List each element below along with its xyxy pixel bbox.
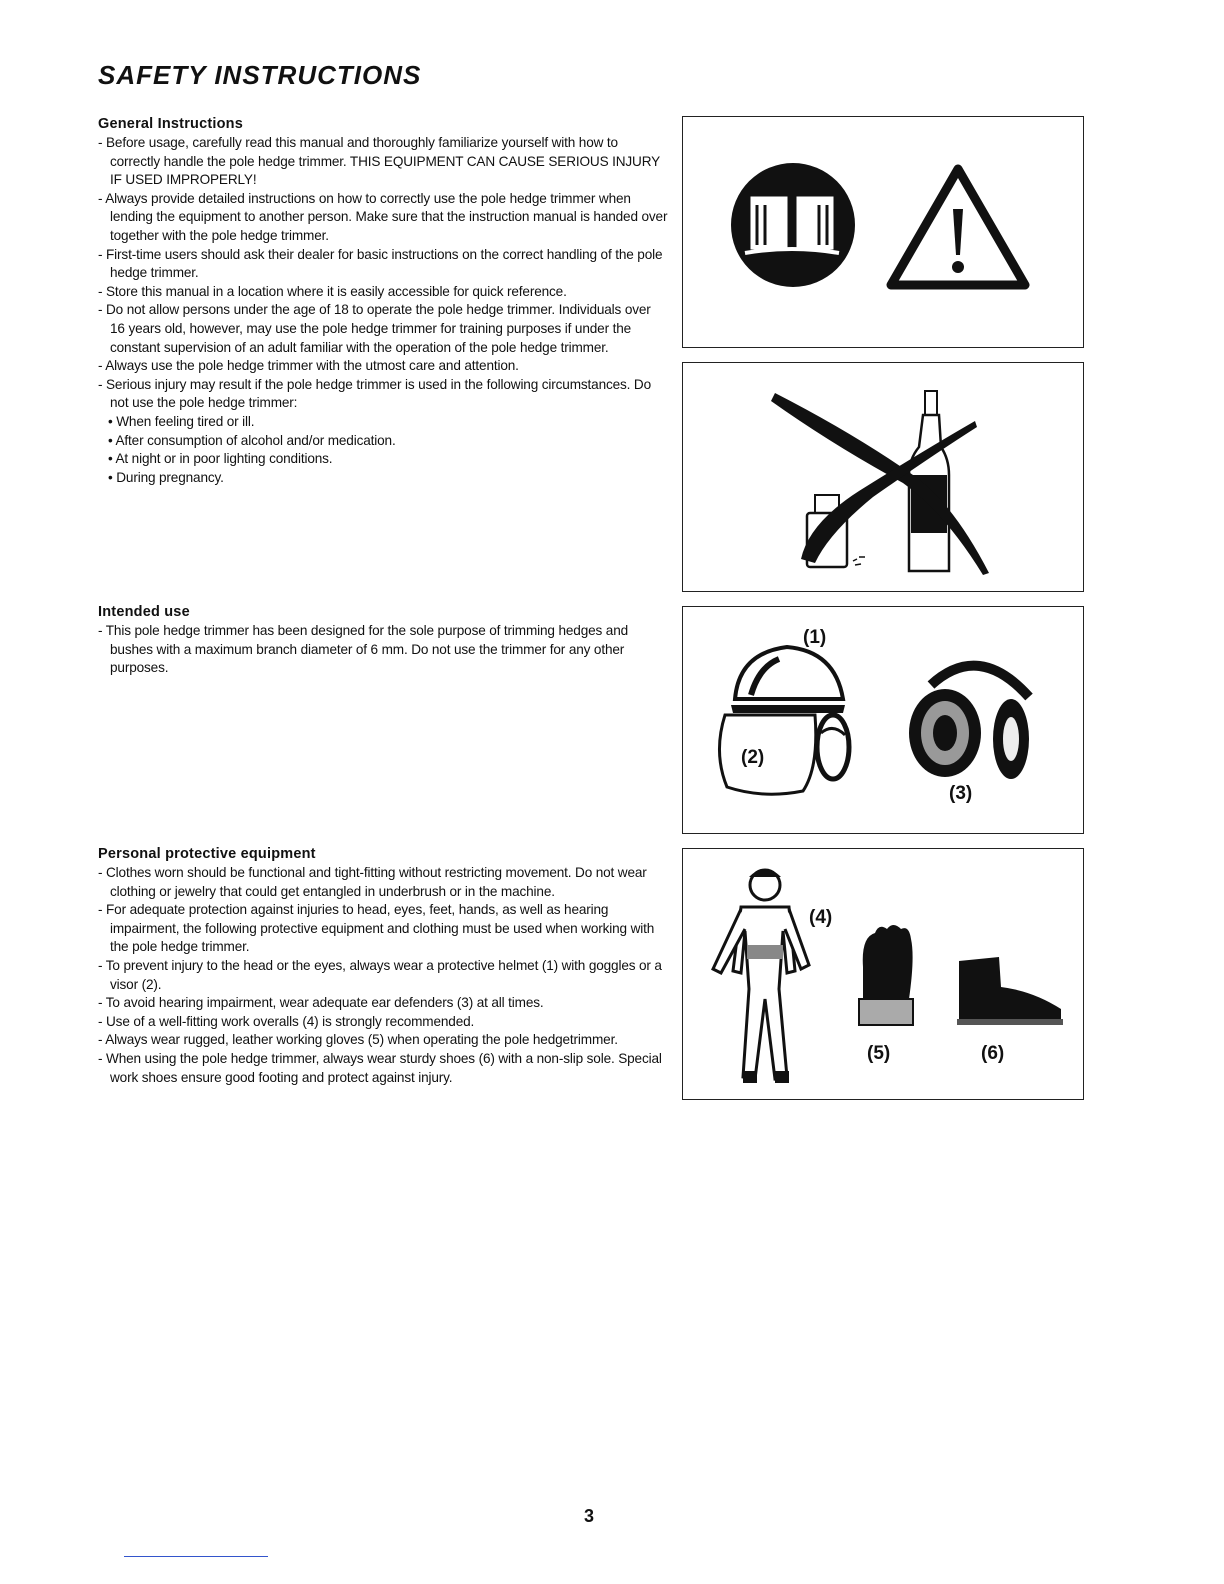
list-item: - Before usage, carefully read this manual and thoroughly familiarize yourself with how to correctly handle the pole hedge trimmer. THIS EQUIPMENT CAN CAUSE SERIOUS INJURY IF USED IMPROPERLY! — [98, 134, 668, 190]
work-overalls-icon — [713, 869, 809, 1083]
protective-clothing-figure — [682, 848, 1084, 1100]
helmet-illustration — [683, 607, 1083, 833]
list-item: - Serious injury may result if the pole hedge trimmer is used in the following circumstances. Do not use the pole hedge trimmer: — [98, 376, 668, 413]
work-shoes-icon — [957, 957, 1063, 1025]
page-number: 3 — [584, 1506, 595, 1526]
footer-rule — [124, 1556, 268, 1557]
list-item: - To prevent injury to the head or the eyes, always wear a protective helmet (1) with goggles or a visor (2). — [98, 957, 668, 994]
protective-equipment-section — [98, 846, 668, 1087]
general-instructions-section — [98, 116, 668, 487]
overalls-label: (4) — [809, 907, 833, 928]
ear-defenders-label: (3) — [949, 783, 973, 804]
page-title: SAFETY INSTRUCTIONS — [98, 60, 422, 90]
gloves-label: (5) — [867, 1043, 891, 1064]
no-alcohol-figure — [682, 362, 1084, 592]
sub-list-item: • After consumption of alcohol and/or medication. — [98, 432, 668, 451]
sub-list-item: • During pregnancy. — [98, 469, 668, 488]
manual-warning-illustration — [683, 117, 1083, 347]
sub-list-item: • At night or in poor lighting conditions. — [98, 450, 668, 469]
read-manual-figure — [682, 116, 1084, 348]
shoes-label: (6) — [981, 1043, 1005, 1064]
list-item: - This pole hedge trimmer has been designed for the sole purpose of trimming hedges and bushes with a maximum branch diameter of 6 mm. Do not use the trimmer for any other purposes. — [98, 622, 668, 678]
intended-use-section — [98, 604, 668, 678]
list-item: - First-time users should ask their dealer for basic instructions on the correct handling of the pole hedge trimmer. — [98, 246, 668, 283]
list-item: - For adequate protection against injuries to head, eyes, feet, hands, as well as hearing impairment, the following protective equipment and clothing must be used when working with the pole hedge trimmer. — [98, 901, 668, 957]
instruction-list — [98, 134, 668, 487]
helmet-icon — [719, 647, 849, 794]
list-item: - Always use the pole hedge trimmer with the utmost care and attention. — [98, 357, 668, 376]
list-item: - To avoid hearing impairment, wear adequate ear defenders (3) at all times. — [98, 994, 668, 1013]
manual-book-icon — [731, 163, 855, 287]
helmet-label: (1) — [803, 627, 827, 648]
list-item: - Do not allow persons under the age of 18 to operate the pole hedge trimmer. Individuals over 16 years old, however, may use the pole hedge trimmer for training purposes if under the constant supervision of an adult familiar with the operation of the pole hedge trimmer. — [98, 301, 668, 357]
section-heading: Personal protective equipment — [98, 846, 316, 862]
list-item: - Store this manual in a location where it is easily accessible for quick reference. — [98, 283, 668, 302]
ear-defenders-icon — [909, 666, 1029, 779]
list-item: - Always wear rugged, leather working gloves (5) when operating the pole hedgetrimmer. — [98, 1031, 668, 1050]
list-item: - Clothes worn should be functional and tight-fitting without restricting movement. Do not wear clothing or jewelry that could get entangled in underbrush or in the machine. — [98, 864, 668, 901]
section-heading: General Instructions — [98, 116, 244, 132]
visor-label: (2) — [741, 747, 765, 768]
cross-out-icon — [801, 421, 977, 563]
sub-list-item: • When feeling tired or ill. — [98, 413, 668, 432]
instruction-list — [98, 864, 668, 1087]
list-item: - When using the pole hedge trimmer, always wear sturdy shoes (6) with a non-slip sole. Special work shoes ensure good footing and protect against injury. — [98, 1050, 668, 1087]
list-item: - Use of a well-fitting work overalls (4) is strongly recommended. — [98, 1013, 668, 1032]
list-item: - Always provide detailed instructions on how to correctly use the pole hedge trimmer when lending the equipment to another person. Make sure that the instruction manual is handed over together with the pole hedge trimmer. — [98, 190, 668, 246]
section-heading: Intended use — [98, 604, 190, 620]
instruction-list — [98, 622, 668, 678]
warning-triangle-icon — [891, 169, 1025, 285]
gloves-icon — [859, 925, 913, 1025]
no-alcohol-illustration — [683, 363, 1083, 591]
helmet-figure — [682, 606, 1084, 834]
